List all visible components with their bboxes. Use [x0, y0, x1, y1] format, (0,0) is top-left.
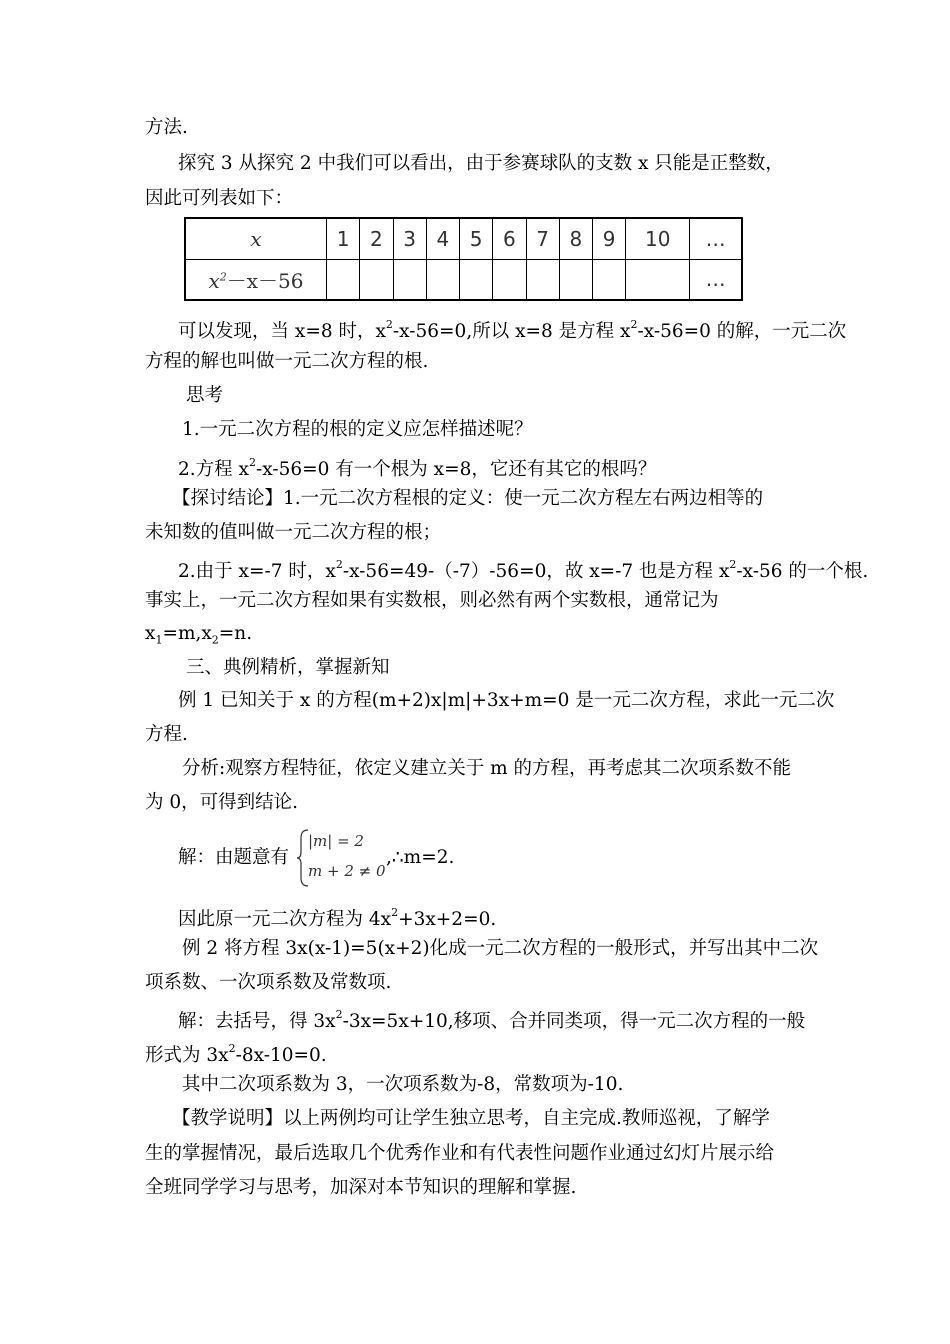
- text-line: 其中二次项系数为 3，一次项系数为-8，常数项为-10.: [182, 1074, 624, 1095]
- superscript: 2: [335, 558, 343, 571]
- table-cell-ellipsis: …: [690, 218, 742, 259]
- table-cell-empty: [626, 259, 690, 300]
- superscript: 2: [335, 1008, 343, 1021]
- text-segment: =m,x: [162, 623, 212, 644]
- table-cell: 6: [493, 218, 526, 259]
- text-line: [178, 555, 868, 584]
- text-line: 解：由题意有: [178, 847, 290, 868]
- text-segment: =n.: [218, 623, 253, 644]
- text-segment: 2.方程 x: [178, 459, 249, 481]
- table-cell-empty: [526, 259, 559, 300]
- text-segment: -x-56=49-（-7）-56=0，故 x=-7 也是方程 x: [342, 561, 730, 583]
- table-cell: 8: [559, 218, 592, 259]
- table-cell: 2: [360, 218, 393, 259]
- text-line: 事实上，一元二次方程如果有实数根，则必然有两个实数根，通常记为: [145, 590, 719, 611]
- table-header-x: x: [185, 218, 327, 259]
- text-segment: -x-56=0 有一个根为 x=8，它还有其它的根吗？: [255, 459, 657, 481]
- text-line: 【探讨结论】1.一元二次方程根的定义：使一元二次方程左右两边相等的: [172, 488, 764, 509]
- text-line: ,∴m=2.: [386, 847, 455, 868]
- text-segment: -x-56=0 的解，一元二次: [637, 321, 847, 343]
- text-line: 思考: [186, 385, 224, 406]
- text-line: 全班同学学习与思考，加深对本节知识的理解和掌握.: [145, 1177, 577, 1198]
- text-line: 1.一元二次方程的根的定义应怎样描述呢？: [182, 419, 533, 440]
- text-line: 方程的解也叫做一元二次方程的根.: [145, 351, 429, 372]
- text-line: 方法.: [145, 117, 188, 138]
- table-cell: 1: [327, 218, 360, 259]
- expr-x: x: [208, 268, 220, 293]
- equation-2: m + 2 ≠ 0: [308, 862, 386, 880]
- text-line: 生的掌握情况，最后选取几个优秀作业和有代表性问题作业通过幻灯片展示给: [145, 1143, 775, 1164]
- text-segment: x: [145, 623, 156, 644]
- text-line: [178, 315, 846, 344]
- text-segment: -8x-10=0.: [235, 1045, 327, 1067]
- text-line: 分析:观察方程特征，依定义建立关于 m 的方程，再考虑其二次项系数不能: [182, 758, 792, 779]
- text-segment: 形式为 3x: [145, 1045, 229, 1067]
- text-line: 项系数、一次项系数及常数项.: [145, 972, 392, 993]
- text-line: [178, 453, 656, 482]
- superscript: 2: [228, 1042, 236, 1055]
- table-cell: 4: [426, 218, 459, 259]
- text-line: 方程.: [145, 724, 188, 745]
- text-line: 为 0，可得到结论.: [145, 792, 299, 813]
- expr-rest: －x－56: [226, 268, 304, 293]
- text-line: 探究 3 从探究 2 中我们可以看出，由于参赛球队的支数 x 只能是正整数，: [178, 153, 784, 174]
- superscript: 2: [630, 318, 638, 331]
- text-segment: 可以发现，当 x=8 时，x: [178, 321, 386, 343]
- table-cell-empty: [426, 259, 459, 300]
- table-cell-empty: [593, 259, 626, 300]
- table-cell: 7: [526, 218, 559, 259]
- table-cell-empty: [360, 259, 393, 300]
- text-line: [145, 622, 252, 653]
- superscript: 2: [248, 456, 256, 469]
- table-cell-empty: [559, 259, 592, 300]
- text-line: 未知数的值叫做一元二次方程的根；: [145, 522, 442, 543]
- text-line: [178, 903, 496, 932]
- table-header-expression: [185, 259, 327, 300]
- table-cell-empty: [327, 259, 360, 300]
- text-segment: -x-56 的一个根.: [736, 561, 869, 583]
- superscript: 2: [729, 558, 737, 571]
- table-cell-ellipsis: …: [690, 259, 742, 300]
- text-segment: 2.由于 x=-7 时，x: [178, 561, 336, 583]
- text-line: 例 2 将方程 3x(x-1)=5(x+2)化成一元二次方程的一般形式，并写出其中二次: [182, 938, 819, 959]
- text-line: [145, 1039, 327, 1068]
- subscript: 1: [155, 633, 163, 647]
- text-segment: 解：去括号，得 3x: [178, 1011, 336, 1033]
- subscript: 2: [211, 633, 219, 647]
- superscript: 2: [385, 318, 393, 331]
- text-line: 因此可列表如下：: [145, 188, 294, 209]
- table-cell: 9: [593, 218, 626, 259]
- table-cell: 5: [460, 218, 493, 259]
- text-segment: +3x+2=0.: [398, 909, 497, 931]
- expr-exponent: 2: [219, 270, 227, 284]
- text-line: 【教学说明】以上两例均可让学生独立思考，自主完成.教师巡视，了解学: [172, 1108, 770, 1129]
- equation-1: |m| = 2: [308, 832, 364, 850]
- superscript: 2: [391, 906, 399, 919]
- table-cell-empty: [493, 259, 526, 300]
- section-heading: 三、典例精析，掌握新知: [186, 657, 390, 678]
- values-table: [184, 217, 743, 301]
- text-segment: -x-56=0,所以 x=8 是方程 x: [392, 321, 631, 343]
- table-cell-empty: [393, 259, 426, 300]
- table-cell-empty: [460, 259, 493, 300]
- text-segment: 因此原一元二次方程为 4x: [178, 909, 392, 931]
- text-segment: -3x=5x+10,移项、合并同类项，得一元二次方程的一般: [342, 1011, 806, 1033]
- text-line: [178, 1005, 805, 1034]
- text-line: 例 1 已知关于 x 的方程(m+2)x|m|+3x+m=0 是一元二次方程，求此一元二次: [178, 690, 835, 711]
- table-cell: 10: [626, 218, 690, 259]
- equation-system: [296, 828, 386, 888]
- table-cell: 3: [393, 218, 426, 259]
